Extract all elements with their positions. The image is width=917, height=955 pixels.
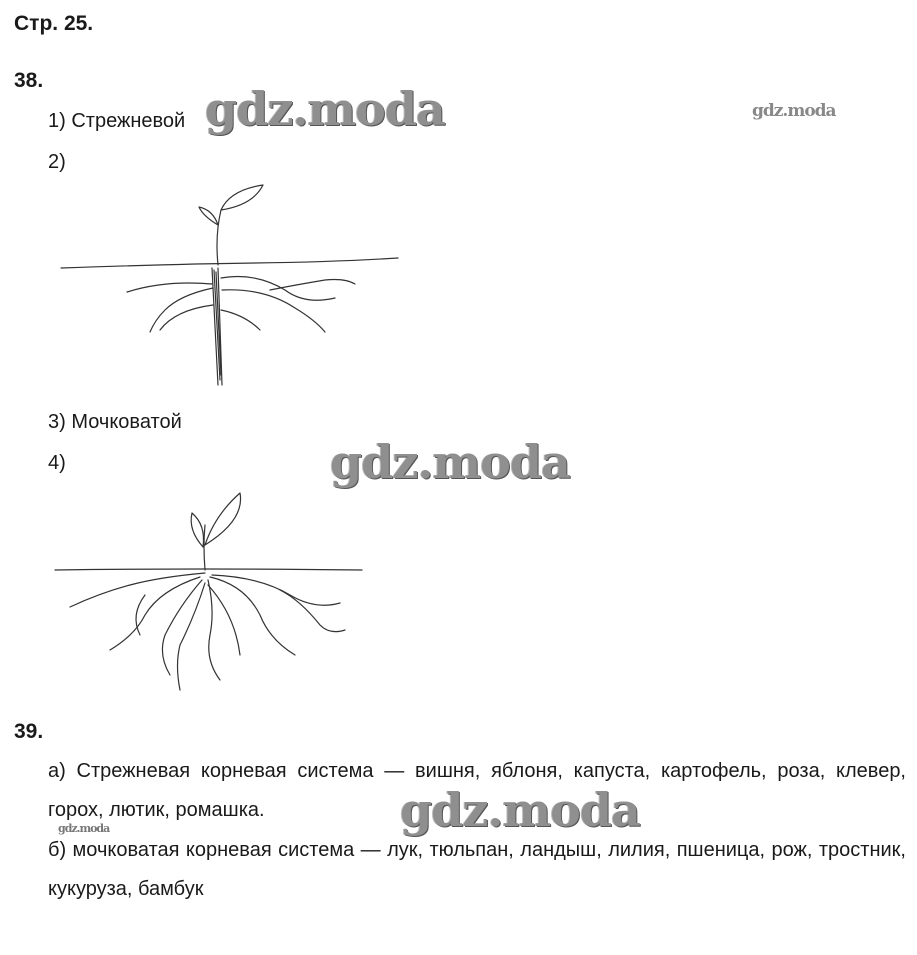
leaf bbox=[205, 493, 241, 545]
watermark-logo: gdz.moda bbox=[205, 82, 445, 136]
task-38-item-1: 1) Стрежневой bbox=[48, 110, 186, 132]
watermark-logo-tiny: gdz.moda bbox=[58, 822, 110, 835]
task-38-item-4: 4) bbox=[48, 452, 66, 474]
fibrous-root bbox=[110, 577, 200, 650]
task-39-answer-a: а) Стрежневая корневая система — вишня, яблоня, капуста, картофель, роза, клевер, горох, лютик, ромашка. bbox=[48, 760, 906, 821]
soil-line bbox=[55, 569, 362, 570]
fibrous-root bbox=[212, 575, 340, 605]
watermark-logo-small: gdz.moda bbox=[752, 101, 836, 121]
plant-stem bbox=[217, 210, 221, 265]
soil-line bbox=[61, 258, 398, 268]
lateral-root bbox=[127, 283, 212, 292]
fibrous-root bbox=[162, 580, 202, 675]
lateral-root bbox=[160, 305, 213, 330]
plant-stem bbox=[204, 525, 205, 570]
watermark-logo: gdz.moda bbox=[330, 435, 570, 489]
page-number-heading: Стр. 25. bbox=[14, 12, 94, 35]
task-38-item-2: 2) bbox=[48, 151, 66, 173]
lateral-root bbox=[222, 290, 325, 332]
fibrous-root bbox=[178, 583, 206, 690]
lateral-root bbox=[150, 288, 213, 332]
fibrous-root-system-drawing bbox=[50, 485, 370, 695]
watermark-logo: gdz.moda bbox=[400, 783, 640, 837]
fibrous-root bbox=[280, 590, 345, 632]
task-38-number: 38. bbox=[14, 69, 44, 92]
taproot-system-drawing bbox=[55, 180, 405, 390]
fibrous-root bbox=[136, 595, 145, 635]
fibrous-root bbox=[210, 577, 295, 655]
leaf bbox=[191, 513, 203, 547]
task-39-number: 39. bbox=[14, 720, 44, 743]
task-38-item-3: 3) Мочковатой bbox=[48, 411, 182, 433]
leaf bbox=[221, 185, 263, 210]
fibrous-root bbox=[208, 585, 240, 655]
task-39-answer-b: б) мочковатая корневая система — лук, тюльпан, ландыш, лилия, пшеница, рож, тростник, кукуруза, бамбук bbox=[48, 839, 906, 900]
tap-root bbox=[212, 268, 222, 385]
lateral-root bbox=[221, 310, 260, 330]
fibrous-root bbox=[208, 580, 220, 680]
leaf bbox=[199, 207, 218, 225]
